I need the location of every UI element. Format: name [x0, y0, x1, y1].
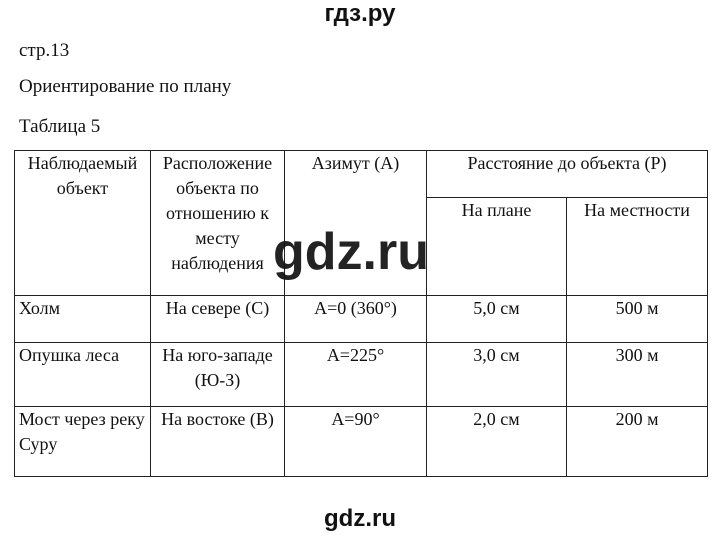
cell-location: На севере (С)	[151, 296, 285, 343]
cell-azimuth: А=90°	[285, 407, 427, 477]
table-caption: Таблица 5	[19, 116, 101, 137]
header-distance: Расстояние до объекта (Р)	[427, 151, 708, 198]
cell-on-terrain: 500 м	[567, 296, 708, 343]
cell-on-terrain: 300 м	[567, 343, 708, 407]
header-on-plan: На плане	[427, 198, 567, 296]
cell-azimuth: А=0 (360°)	[285, 296, 427, 343]
cell-location: На юго-западе (Ю-З)	[151, 343, 285, 407]
cell-on-plan: 5,0 см	[427, 296, 567, 343]
cell-object: Опушка леса	[15, 343, 151, 407]
observation-table	[14, 150, 708, 477]
table-row	[15, 343, 708, 407]
table-row	[15, 407, 708, 477]
cell-location: На востоке (В)	[151, 407, 285, 477]
site-header-logo: гдз.ру	[324, 0, 396, 27]
cell-object: Мост через реку Суру	[15, 407, 151, 477]
cell-on-terrain: 200 м	[567, 407, 708, 477]
site-footer-logo: gdz.ru	[324, 505, 396, 532]
cell-azimuth: А=225°	[285, 343, 427, 407]
table-header-row	[15, 151, 708, 198]
cell-object: Холм	[15, 296, 151, 343]
page-number: стр.13	[19, 40, 70, 61]
header-object: Наблюдаемый объект	[15, 151, 151, 296]
cell-on-plan: 2,0 см	[427, 407, 567, 477]
cell-on-plan: 3,0 см	[427, 343, 567, 407]
table-row	[15, 296, 708, 343]
header-azimuth: Азимут (А)	[285, 151, 427, 296]
header-on-terrain: На местности	[567, 198, 708, 296]
header-location: Расположение объекта по отношению к месту наблюдения	[151, 151, 285, 296]
watermark: gdz.ru	[273, 223, 429, 281]
topic-title: Ориентирование по плану	[19, 76, 232, 97]
